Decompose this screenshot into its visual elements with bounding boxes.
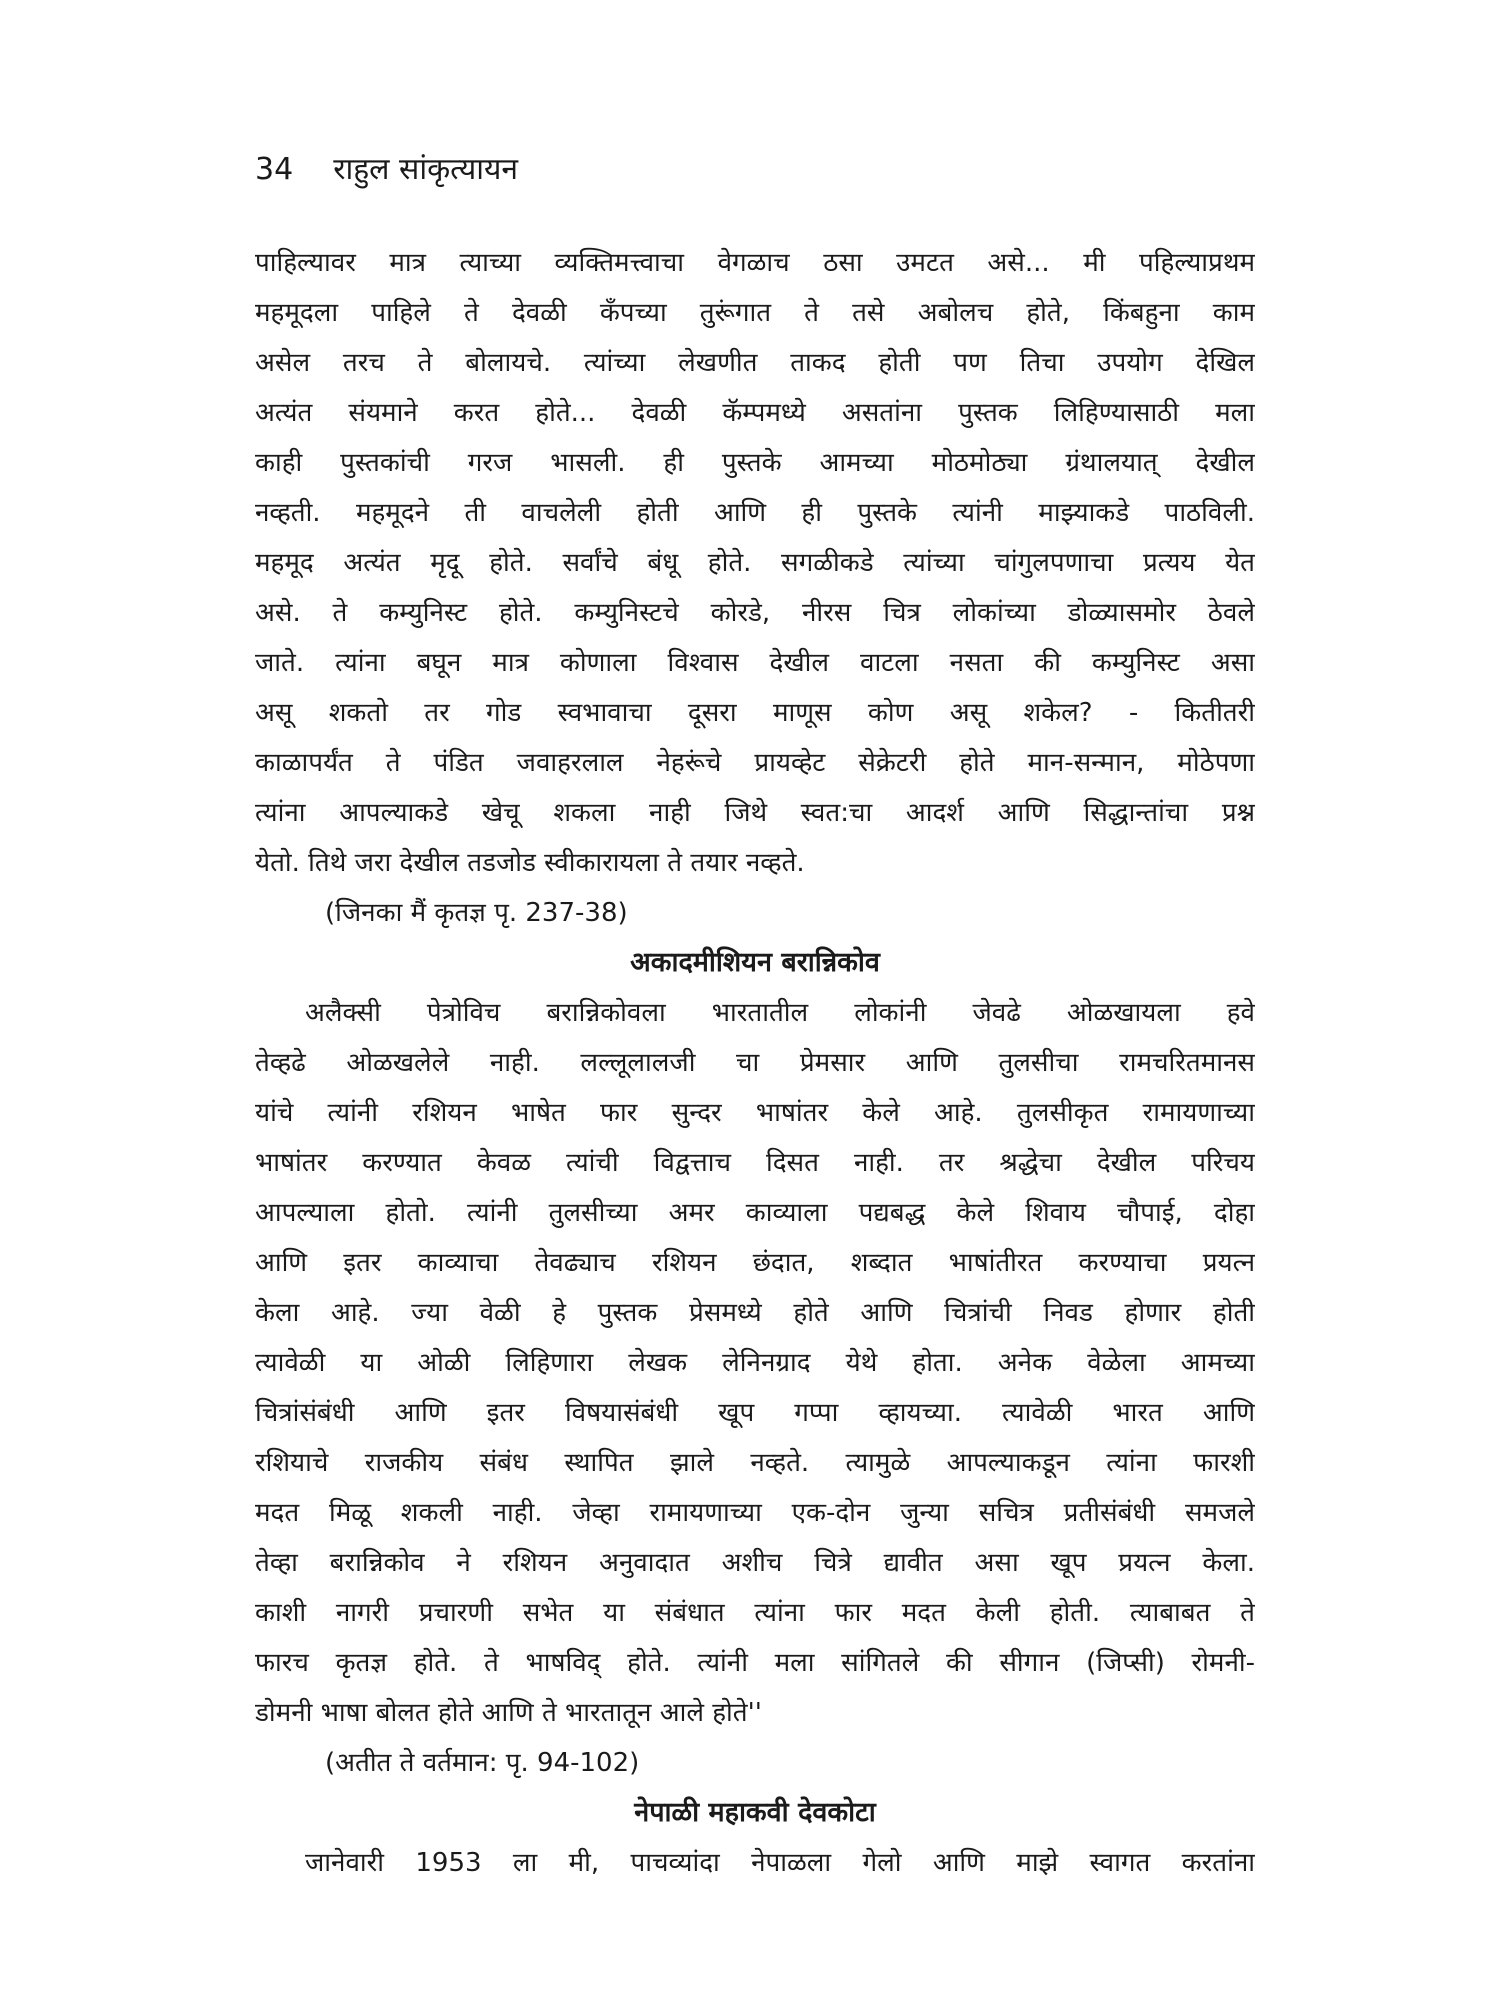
text-line: त्यावेळी या ओळी लिहिणारा लेखक लेनिनग्राद येथे होता. अनेक वेळेला आमच्या	[255, 1348, 1255, 1378]
text-line: अत्यंत संयमाने करत होते... देवळी कॅम्पमध्ये असतांना पुस्तक लिहिण्यासाठी मला	[255, 398, 1255, 428]
paragraph-devkota	[255, 1838, 1255, 1888]
text-line: पाहिल्यावर मात्र त्याच्या व्यक्तिमत्त्वाचा वेगळाच ठसा उमटत असे... मी पहिल्याप्रथम	[255, 248, 1255, 278]
text-line: महमूदला पाहिले ते देवळी कँपच्या तुरूंगात ते तसे अबोलच होते, किंबहुना काम	[255, 298, 1255, 328]
text-line: तेव्हढे ओळखलेले नाही. लल्लूलालजी चा प्रेमसार आणि तुलसीचा रामचरितमानस	[255, 1048, 1255, 1078]
paragraph-mahmood	[255, 238, 1255, 888]
section-heading: नेपाळी महाकवी देवकोटा	[634, 1797, 876, 1828]
text-line: फारच कृतज्ञ होते. ते भाषविद् होते. त्यांनी मला सांगितले की सीगान (जिप्सी) रोमनी-	[255, 1648, 1255, 1678]
section-heading: अकादमीशियन बरान्निकोव	[630, 947, 880, 978]
text-line: यांचे त्यांनी रशियन भाषेत फार सुन्दर भाषांतर केले आहे. तुलसीकृत रामायणाच्या	[255, 1098, 1255, 1128]
text-line: असे. ते कम्युनिस्ट होते. कम्युनिस्टचे कोरडे, नीरस चित्र लोकांच्या डोळ्यासमोर ठेवले	[255, 598, 1255, 628]
text-line: केला आहे. ज्या वेळी हे पुस्तक प्रेसमध्ये होते आणि चित्रांची निवड होणार होती	[255, 1298, 1255, 1328]
text-line: महमूद अत्यंत मृदू होते. सर्वांचे बंधू होते. सगळीकडे त्यांच्या चांगुलपणाचा प्रत्यय येत	[255, 548, 1255, 578]
running-title: राहुल सांकृत्यायन	[333, 152, 519, 187]
citation: (जिनका मैं कृतज्ञ पृ. 237-38)	[325, 898, 628, 928]
text-line: काही पुस्तकांची गरज भासली. ही पुस्तके आमच्या मोठमोठ्या ग्रंथालयात् देखील	[255, 448, 1255, 478]
text-line: चित्रांसंबंधी आणि इतर विषयासंबंधी खूप गप्पा व्हायच्या. त्यावेळी भारत आणि	[255, 1398, 1255, 1428]
text-line: अलैक्सी पेत्रोविच बरान्निकोवला भारतातील लोकांनी जेवढे ओळखायला हवे	[305, 998, 1255, 1028]
text-line: असू शकतो तर गोड स्वभावाचा दूसरा माणूस कोण असू शकेल? - कितीतरी	[255, 698, 1255, 728]
text-line: आणि इतर काव्याचा तेवढ्याच रशियन छंदात, शब्दात भाषांतीरत करण्याचा प्रयत्न	[255, 1248, 1255, 1278]
text-line: मदत मिळू शकली नाही. जेव्हा रामायणाच्या एक-दोन जुन्या सचित्र प्रतीसंबंधी समजले	[255, 1498, 1255, 1528]
text-line: काशी नागरी प्रचारणी सभेत या संबंधात त्यांना फार मदत केली होती. त्याबाबत ते	[255, 1598, 1255, 1628]
paragraph-barannikov	[255, 988, 1255, 1738]
citation: (अतीत ते वर्तमान: पृ. 94-102)	[325, 1748, 640, 1778]
text-line: काळापर्यंत ते पंडित जवाहरलाल नेहरूंचे प्रायव्हेट सेक्रेटरी होते मान-सन्मान, मोठेपणा	[255, 748, 1255, 778]
text-line: तेव्हा बरान्निकोव ने रशियन अनुवादात अशीच चित्रे द्यावीत असा खूप प्रयत्न केला.	[255, 1548, 1255, 1578]
text-line: त्यांना आपल्याकडे खेचू शकला नाही जिथे स्वत:चा आदर्श आणि सिद्धान्तांचा प्रश्न	[255, 798, 1255, 828]
text-line: डोमनी भाषा बोलत होते आणि ते भारतातून आले होते''	[255, 1698, 762, 1728]
page-number: 34	[255, 152, 294, 187]
body-text	[255, 238, 1255, 1888]
text-line: जानेवारी 1953 ला मी, पाचव्यांदा नेपाळला गेलो आणि माझे स्वागत करतांना	[305, 1848, 1255, 1878]
text-line: जाते. त्यांना बघून मात्र कोणाला विश्वास देखील वाटला नसता की कम्युनिस्ट असा	[255, 648, 1255, 678]
text-line: येतो. तिथे जरा देखील तडजोड स्वीकारायला ते तयार नव्हते.	[255, 848, 805, 878]
text-line: असेल तरच ते बोलायचे. त्यांच्या लेखणीत ताकद होती पण तिचा उपयोग देखिल	[255, 348, 1255, 378]
text-line: आपल्याला होतो. त्यांनी तुलसीच्या अमर काव्याला पद्यबद्ध केले शिवाय चौपाई, दोहा	[255, 1198, 1255, 1228]
text-line: नव्हती. महमूदने ती वाचलेली होती आणि ही पुस्तके त्यांनी माझ्याकडे पाठविली.	[255, 498, 1255, 528]
running-header	[255, 150, 518, 190]
text-line: भाषांतर करण्यात केवळ त्यांची विद्वत्ताच दिसत नाही. तर श्रद्धेचा देखील परिचय	[255, 1148, 1255, 1178]
text-line: रशियाचे राजकीय संबंध स्थापित झाले नव्हते. त्यामुळे आपल्याकडून त्यांना फारशी	[255, 1448, 1255, 1478]
